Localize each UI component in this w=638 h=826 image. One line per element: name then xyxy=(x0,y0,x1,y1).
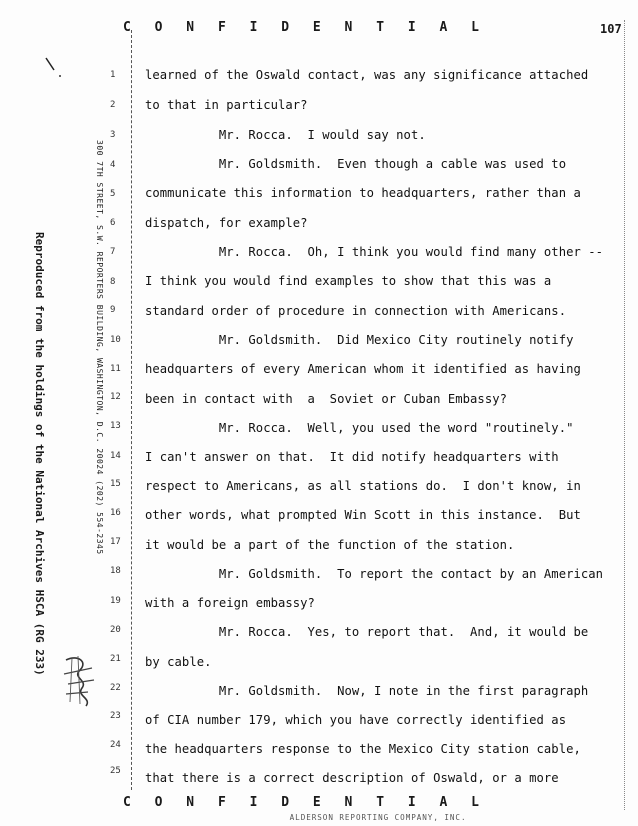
line-number: 20 xyxy=(110,625,121,635)
footer-confidential-label: C O N F I D E N T I A L xyxy=(122,795,487,810)
transcript-line: the headquarters response to the Mexico City station cable, xyxy=(145,742,581,756)
transcript-line: dispatch, for example? xyxy=(145,216,308,230)
line-number: 19 xyxy=(110,596,121,606)
transcript-line: Mr. Goldsmith. Even though a cable was used to xyxy=(145,157,567,171)
line-number: 8 xyxy=(110,277,116,287)
reporter-address-note: 300 7TH STREET, S.W. REPORTERS BUILDING, WASHINGTON, D.C. 20024 (202) 554-2345 xyxy=(95,140,104,555)
transcript-line: to that in particular? xyxy=(145,98,308,112)
transcript-line: respect to Americans, as all stations do. I don't know, in xyxy=(145,479,581,493)
line-number: 18 xyxy=(110,566,121,576)
header-confidential-label: C O N F I D E N T I A L xyxy=(122,20,487,35)
transcript-line: by cable. xyxy=(145,655,212,669)
transcript-line: been in contact with a Soviet or Cuban Embassy? xyxy=(145,392,507,406)
line-number: 6 xyxy=(110,218,116,228)
line-number: 15 xyxy=(110,479,121,489)
right-edge-rule xyxy=(624,20,626,810)
handwritten-initials-icon xyxy=(58,650,98,710)
line-number: 4 xyxy=(110,160,116,170)
line-number: 25 xyxy=(110,766,121,776)
line-number: 17 xyxy=(110,537,121,547)
line-number: 7 xyxy=(110,247,116,257)
transcript-line: learned of the Oswald contact, was any significance attached xyxy=(145,68,589,82)
line-number: 21 xyxy=(110,654,121,664)
line-number: 14 xyxy=(110,451,121,461)
line-number: 9 xyxy=(110,305,116,315)
line-number: 2 xyxy=(110,100,116,110)
page-number: 107 xyxy=(600,22,622,36)
transcript-line: it would be a part of the function of the station. xyxy=(145,538,515,552)
line-number: 5 xyxy=(110,189,116,199)
transcript-line: I think you would find examples to show that this was a xyxy=(145,274,552,288)
footer-company-imprint: ALDERSON REPORTING COMPANY, INC. xyxy=(289,813,467,822)
transcript-line: Mr. Rocca. Oh, I think you would find many other -- xyxy=(145,245,604,259)
transcript-line: Mr. Rocca. Yes, to report that. And, it would be xyxy=(145,625,589,639)
line-number: 1 xyxy=(110,70,116,80)
transcript-line: Mr. Goldsmith. Now, I note in the first paragraph xyxy=(145,684,589,698)
transcript-line: Mr. Goldsmith. To report the contact by an American xyxy=(145,567,604,581)
transcript-line: standard order of procedure in connection with Americans. xyxy=(145,304,567,318)
line-number: 16 xyxy=(110,508,121,518)
transcript-line: Mr. Rocca. Well, you used the word "routinely." xyxy=(145,421,574,435)
pen-tick-mark-icon xyxy=(44,56,64,80)
transcript-line: I can't answer on that. It did notify headquarters with xyxy=(145,450,559,464)
transcript-line: Mr. Rocca. I would say not. xyxy=(145,128,426,142)
line-number: 11 xyxy=(110,364,121,374)
transcript-line: with a foreign embassy? xyxy=(145,596,315,610)
line-number: 3 xyxy=(110,130,116,140)
transcript-line: Mr. Goldsmith. Did Mexico City routinely notify xyxy=(145,333,574,347)
transcript-line: other words, what prompted Win Scott in this instance. But xyxy=(145,508,581,522)
transcript-line: that there is a correct description of Oswald, or a more xyxy=(145,771,559,785)
line-number: 10 xyxy=(110,335,121,345)
line-number: 24 xyxy=(110,740,121,750)
line-number: 12 xyxy=(110,392,121,402)
line-number: 23 xyxy=(110,711,121,721)
transcript-line: of CIA number 179, which you have correctly identified as xyxy=(145,713,567,727)
transcript-line: communicate this information to headquarters, rather than a xyxy=(145,186,581,200)
line-number: 13 xyxy=(110,421,121,431)
line-number: 22 xyxy=(110,683,121,693)
margin-rule xyxy=(131,30,133,790)
transcript-line: headquarters of every American whom it identified as having xyxy=(145,362,581,376)
archive-reproduction-note: Reproduced from the holdings of the National Archives HSCA (RG 233) xyxy=(33,232,46,676)
